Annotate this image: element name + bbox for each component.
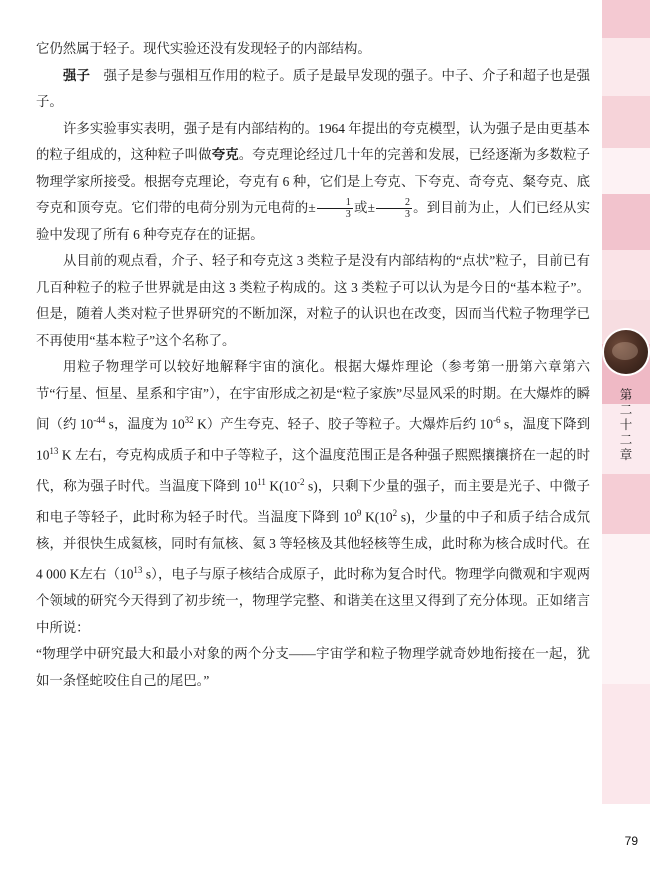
- fraction-denominator: 3: [345, 209, 351, 221]
- chapter-label-char: 十: [619, 418, 633, 432]
- paragraph-6-quote: [36, 641, 590, 694]
- chapter-label-char: 第: [619, 388, 633, 402]
- paragraph-3-text-a: 许多实验事实表明，强子是有内部结构的。1964 年提出的夸克模型，认为强子是由更基本的粒子组成的，这种粒子叫做: [36, 120, 590, 162]
- exponent: 13: [49, 445, 59, 456]
- fraction-numerator: 2: [376, 197, 412, 209]
- paragraph-5-seg-2: s，温度为 10: [105, 416, 185, 432]
- band-block: [602, 148, 650, 194]
- paragraph-1: [36, 36, 590, 63]
- band-block: [602, 194, 650, 250]
- paragraph-5-seg-14: K(10: [361, 509, 393, 525]
- term-hadron: 强子: [63, 67, 91, 83]
- exponent: -6: [493, 415, 501, 425]
- exponent: -2: [296, 476, 305, 487]
- term-quark: 夸克: [211, 147, 239, 162]
- paragraph-3-text-b: 。夸克理论经过几十年的完善和发展，已经逐渐为多数粒子物理学家所接受。根据夸克理论，夸克有 6 种，它们是上夸克、下夸克、奇夸克、粲夸克、底夸克和顶夸克。它们带的电荷分别为元电荷的±: [36, 147, 591, 215]
- chapter-label-char: 二: [619, 403, 633, 417]
- paragraph-2: [36, 63, 590, 116]
- paragraph-4: [36, 248, 590, 354]
- fraction-denominator: 3: [404, 209, 410, 221]
- paragraph-5-seg-18: s），电子与原子核结合成原子，此时称为复合时代。物理学向微观和宇观两个领域的研究今天得到了初步统一，物理学完整、和谐美在这里又得到了充分体现。正如绪言中所说：: [36, 566, 590, 635]
- exponent: 11: [257, 476, 266, 487]
- band-block: [602, 38, 650, 96]
- paragraph-3-text-d: 。到目前为止，人们已经从实验中发现了所有 6 种夸克存在的证据。: [36, 200, 590, 242]
- paragraph-5-seg-8: K 左右，夸克构成质子和中子等粒子，这个温度范围正是各种强子熙熙攘攘挤在一起的时代，称为强子时代。当温度下降到 10: [36, 447, 590, 494]
- exponent: -44: [93, 415, 106, 425]
- paragraph-4-text: 从目前的观点看，介子、轻子和夸克这 3 类粒子是没有内部结构的“点状”粒子，目前已有几百种粒子的粒子世界就是由这 3 类粒子构成的。这 3 类粒子可以认为是今日的“基本粒子”。但是，随着人类对粒子世界研究的不断加深，对粒子的认识也在改变，因而当代粒子物理学已不再使用“基本粒子”这个名称了。: [36, 253, 590, 348]
- chapter-thumbnail-image: [604, 330, 648, 374]
- paragraph-6-text: “物理学中研究最大和最小对象的两个分支——宇宙学和粒子物理学就奇妙地衔接在一起，犹如一条怪蛇咬住自己的尾巴。”: [36, 646, 590, 688]
- band-block: [602, 684, 650, 804]
- paragraph-5-seg-12: s)，只剩下少量的强子，而主要是光子、中微子和电子等轻子，此时称为轻子时代。当温度下降到 10: [36, 478, 590, 525]
- band-block: [602, 0, 650, 38]
- paragraph-5-seg-16: s)，少量的中子和质子结合成氘核，并很快生成氦核，同时有氚核、氦 3 等轻核及其他轻核等生成，此时称为核合成时代。在 4 000 K左右（10: [36, 509, 590, 582]
- exponent: 13: [133, 565, 143, 576]
- paragraph-3: [36, 116, 590, 249]
- exponent: 2: [392, 507, 398, 518]
- band-block: [602, 534, 650, 684]
- exponent: 9: [356, 507, 362, 518]
- band-block: [602, 96, 650, 148]
- paragraph-1-text: 它仍然属于轻子。现代实验还没有发现轻子的内部结构。: [36, 41, 371, 56]
- page-body-text: [36, 36, 590, 694]
- paragraph-5-seg-6: s，温度下降到 10: [36, 416, 591, 463]
- exponent: 32: [184, 415, 194, 425]
- paragraph-5-seg-0: 用粒子物理学可以较好地解释宇宙的演化。根据大爆炸理论（参考第一册第六章第六节“行星、恒星、星系和宇宙”），在宇宙形成之初是“粒子家族”尽显风采的时期。在大爆炸的瞬间（约 10: [36, 359, 590, 432]
- paragraph-5: [36, 354, 590, 641]
- paragraph-3-text-c: 或±: [353, 200, 375, 215]
- chapter-label-char: 章: [619, 448, 633, 462]
- band-block: [602, 474, 650, 534]
- band-block: [602, 250, 650, 300]
- fraction-one-third: [317, 197, 353, 220]
- fraction-two-thirds: [376, 197, 412, 220]
- fraction-numerator: 1: [317, 197, 353, 209]
- paragraph-5-seg-10: K(10: [265, 478, 297, 494]
- paragraph-5-seg-4: K）产生夸克、轻子、胶子等粒子。大爆炸后约 10: [193, 416, 494, 432]
- page-number: 79: [624, 834, 638, 848]
- chapter-label-char: 二: [619, 433, 633, 447]
- paragraph-2-text: 强子是参与强相互作用的粒子。质子是最早发现的强子。中子、介子和超子也是强子。: [36, 67, 591, 109]
- chapter-vertical-label: [608, 388, 644, 463]
